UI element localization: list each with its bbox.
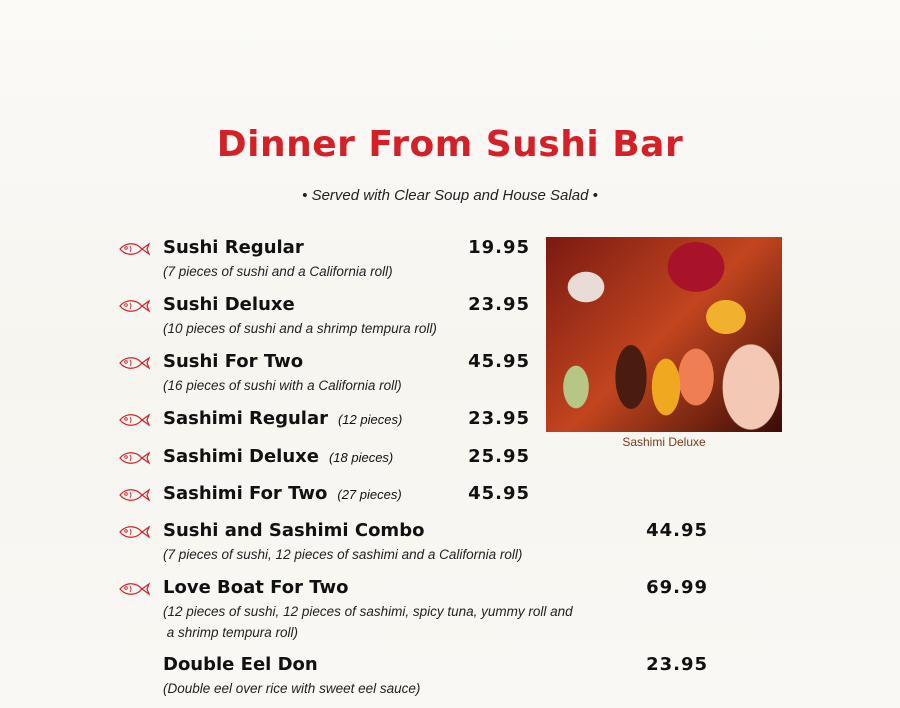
item-price: 45.95 [468,351,530,372]
item-quantity: (18 pieces) [328,450,394,465]
item-name-text: Sashimi For Two [163,483,328,504]
menu-subtitle: • Served with Clear Soup and House Salad • [302,187,598,204]
item-name [163,351,303,372]
item-description: (10 pieces of sushi and a shrimp tempura roll) [163,321,437,336]
photo-caption: Sashimi Deluxe [622,435,706,449]
fish-icon [118,298,150,312]
item-price: 44.95 [646,520,708,541]
item-quantity: (27 pieces) [337,487,402,502]
fish-icon [118,412,150,426]
item-name [163,483,402,504]
item-name-text: Double Eel Don [163,654,318,675]
item-name-text: Love Boat For Two [163,577,349,598]
item-description: (7 pieces of sushi, 12 pieces of sashimi and a California roll) [163,547,523,562]
item-name [163,520,424,541]
item-name [163,294,295,315]
item-name [163,577,349,598]
item-description: (Double eel over rice with sweet eel sauce) [163,681,421,696]
item-name-text: Sashimi Deluxe [163,446,319,467]
fish-icon [118,487,150,501]
item-price: 23.95 [468,408,530,429]
fish-icon [118,241,150,255]
item-price: 19.95 [468,237,530,258]
fish-icon [118,450,150,464]
item-name-text: Sashimi Regular [163,408,328,429]
item-name-text: Sushi Regular [163,237,304,258]
item-name [163,237,304,258]
item-name [163,654,318,675]
sashimi-deluxe-photo [546,237,782,432]
item-price: 45.95 [468,483,530,504]
item-quantity: (12 pieces) [337,412,403,427]
item-name-text: Sushi and Sashimi Combo [163,520,425,541]
fish-icon [118,524,150,538]
item-price: 25.95 [468,446,530,467]
item-name-text: Sushi For Two [163,351,304,372]
fish-icon [118,581,150,595]
item-description: (16 pieces of sushi with a California roll) [163,378,402,393]
item-price: 23.95 [468,294,530,315]
menu-title: Dinner From Sushi Bar [216,124,684,165]
item-price: 23.95 [646,654,708,675]
item-name [163,446,393,467]
item-name-text: Sushi Deluxe [163,294,295,315]
item-description: (7 pieces of sushi and a California roll) [163,264,393,279]
item-description: (12 pieces of sushi, 12 pieces of sashimi, spicy tuna, yummy roll and a shrimp tempura roll) [163,604,573,640]
item-name [163,408,402,429]
fish-icon [118,355,150,369]
item-price: 69.99 [646,577,708,598]
